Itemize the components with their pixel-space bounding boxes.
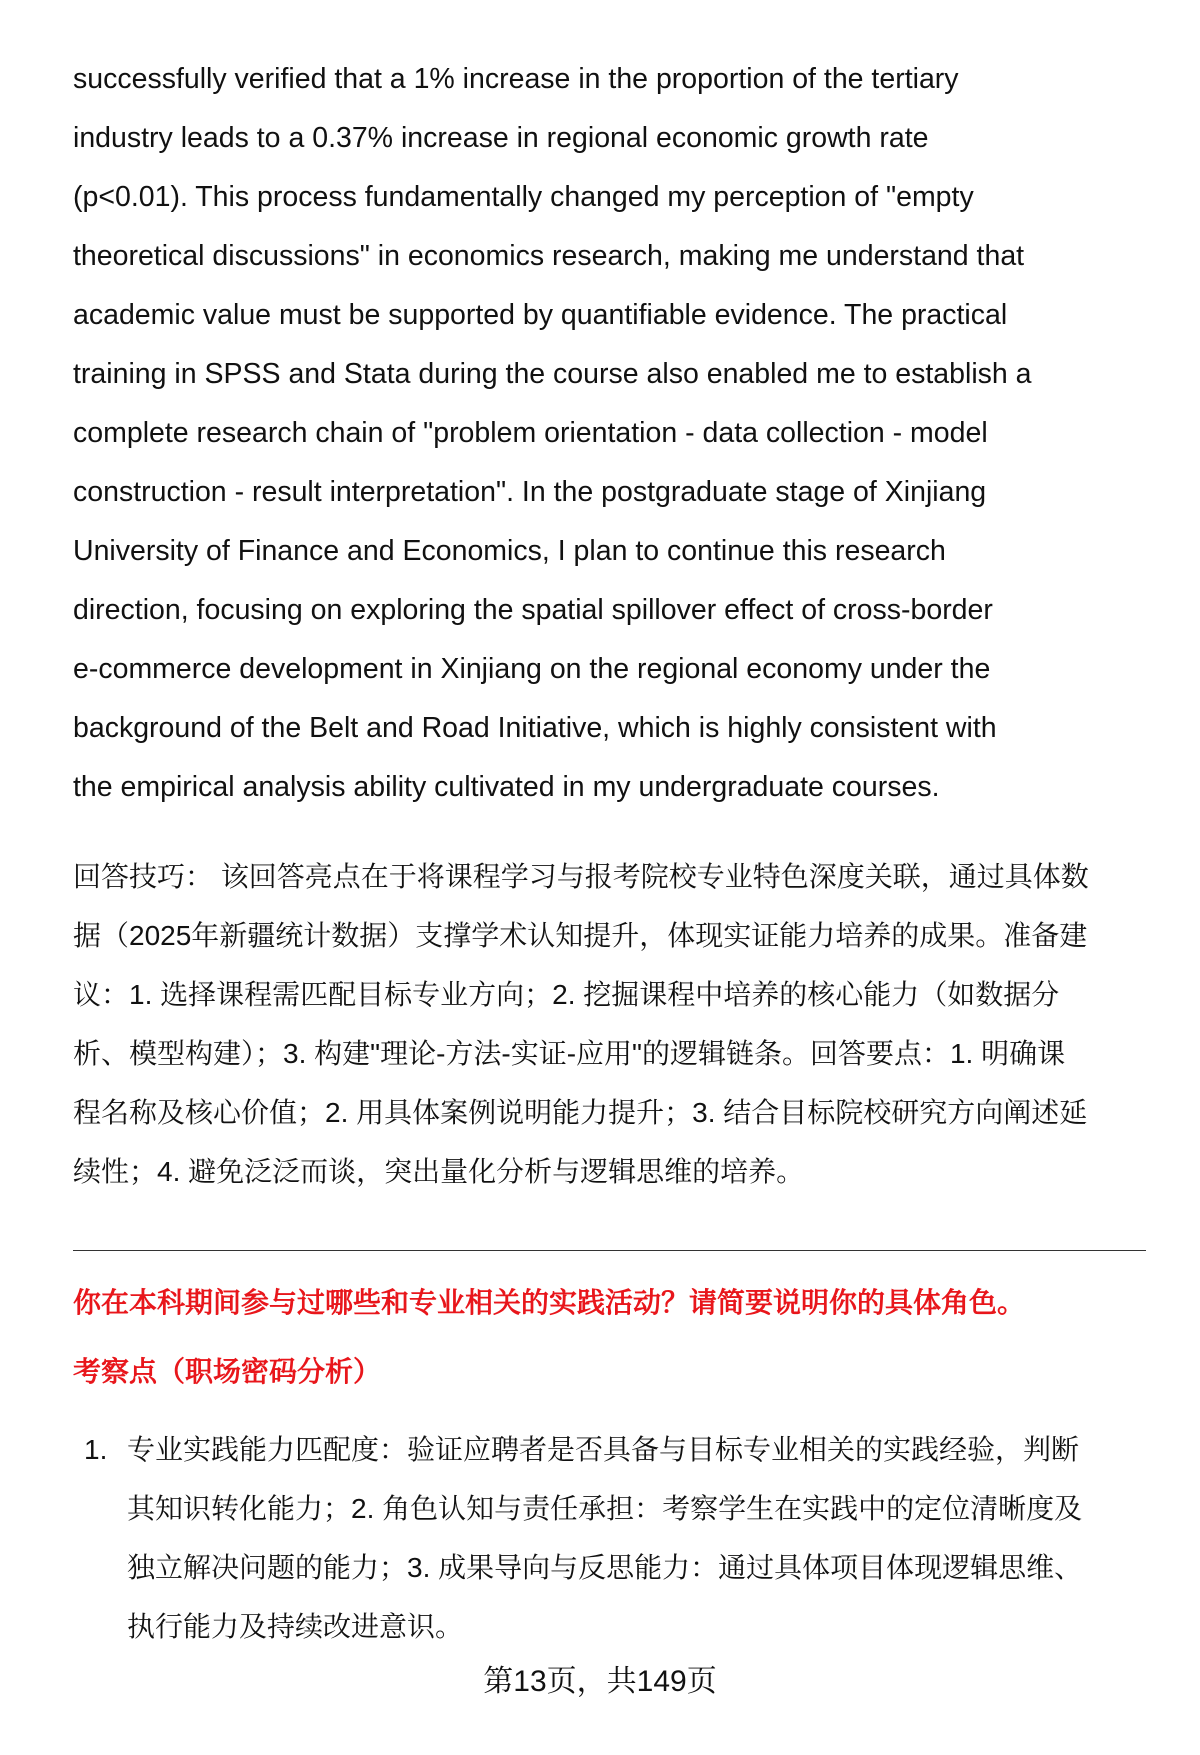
text-line: 回答技巧： 该回答亮点在于将课程学习与报考院校专业特色深度关联，通过具体数 — [73, 861, 1089, 892]
text-line: successfully verified that a 1% increase in the proportion of the tertiary — [73, 63, 959, 95]
section-title: 考察点（职场密码分析） — [73, 1356, 382, 1387]
list-number: 1. — [84, 1434, 108, 1465]
text-line: 程名称及核心价值；2. 用具体案例说明能力提升；3. 结合目标院校研究方向阐述延 — [73, 1097, 1088, 1128]
text-line: 据（2025年新疆统计数据）支撑学术认知提升，体现实证能力培养的成果。准备建 — [73, 920, 1088, 951]
text-line: industry leads to a 0.37% increase in regional economic growth rate — [73, 122, 929, 154]
text-line: University of Finance and Economics, I plan to continue this research — [73, 535, 946, 567]
text-line: 执行能力及持续改进意识。 — [127, 1611, 464, 1642]
text-line: 独立解决问题的能力；3. 成果导向与反思能力：通过具体项目体现逻辑思维、 — [127, 1552, 1083, 1583]
divider — [73, 1250, 1146, 1251]
text-line: direction, focusing on exploring the spatial spillover effect of cross-border — [73, 594, 993, 626]
text-line: 析、模型构建）；3. 构建"理论-方法-实证-应用"的逻辑链条。回答要点：1. 明确课 — [73, 1038, 1066, 1069]
text-line: complete research chain of "problem orientation - data collection - model — [73, 417, 988, 449]
text-line: 续性；4. 避免泛泛而谈，突出量化分析与逻辑思维的培养。 — [73, 1156, 805, 1187]
question-heading: 你在本科期间参与过哪些和专业相关的实践活动？请简要说明你的具体角色。 — [73, 1287, 1026, 1318]
text-line: (p<0.01). This process fundamentally changed my perception of "empty — [73, 181, 974, 213]
text-line: 其知识转化能力；2. 角色认知与责任承担：考察学生在实践中的定位清晰度及 — [127, 1493, 1083, 1524]
text-line: academic value must be supported by quantifiable evidence. The practical — [73, 299, 1008, 331]
text-line: 专业实践能力匹配度：验证应聘者是否具备与目标专业相关的实践经验，判断 — [127, 1434, 1080, 1465]
text-line: the empirical analysis ability cultivated in my undergraduate courses. — [73, 771, 940, 803]
text-line: background of the Belt and Road Initiative, which is highly consistent with — [73, 712, 997, 744]
text-line: e-commerce development in Xinjiang on the regional economy under the — [73, 653, 991, 685]
text-line: training in SPSS and Stata during the course also enabled me to establish a — [73, 358, 1032, 390]
page-footer: 第13页，共149页 — [483, 1665, 717, 1698]
text-line: 议：1. 选择课程需匹配目标专业方向；2. 挖掘课程中培养的核心能力（如数据分 — [73, 979, 1060, 1010]
text-line: theoretical discussions" in economics research, making me understand that — [73, 240, 1025, 272]
text-line: construction - result interpretation". In the postgraduate stage of Xinjiang — [73, 476, 987, 508]
